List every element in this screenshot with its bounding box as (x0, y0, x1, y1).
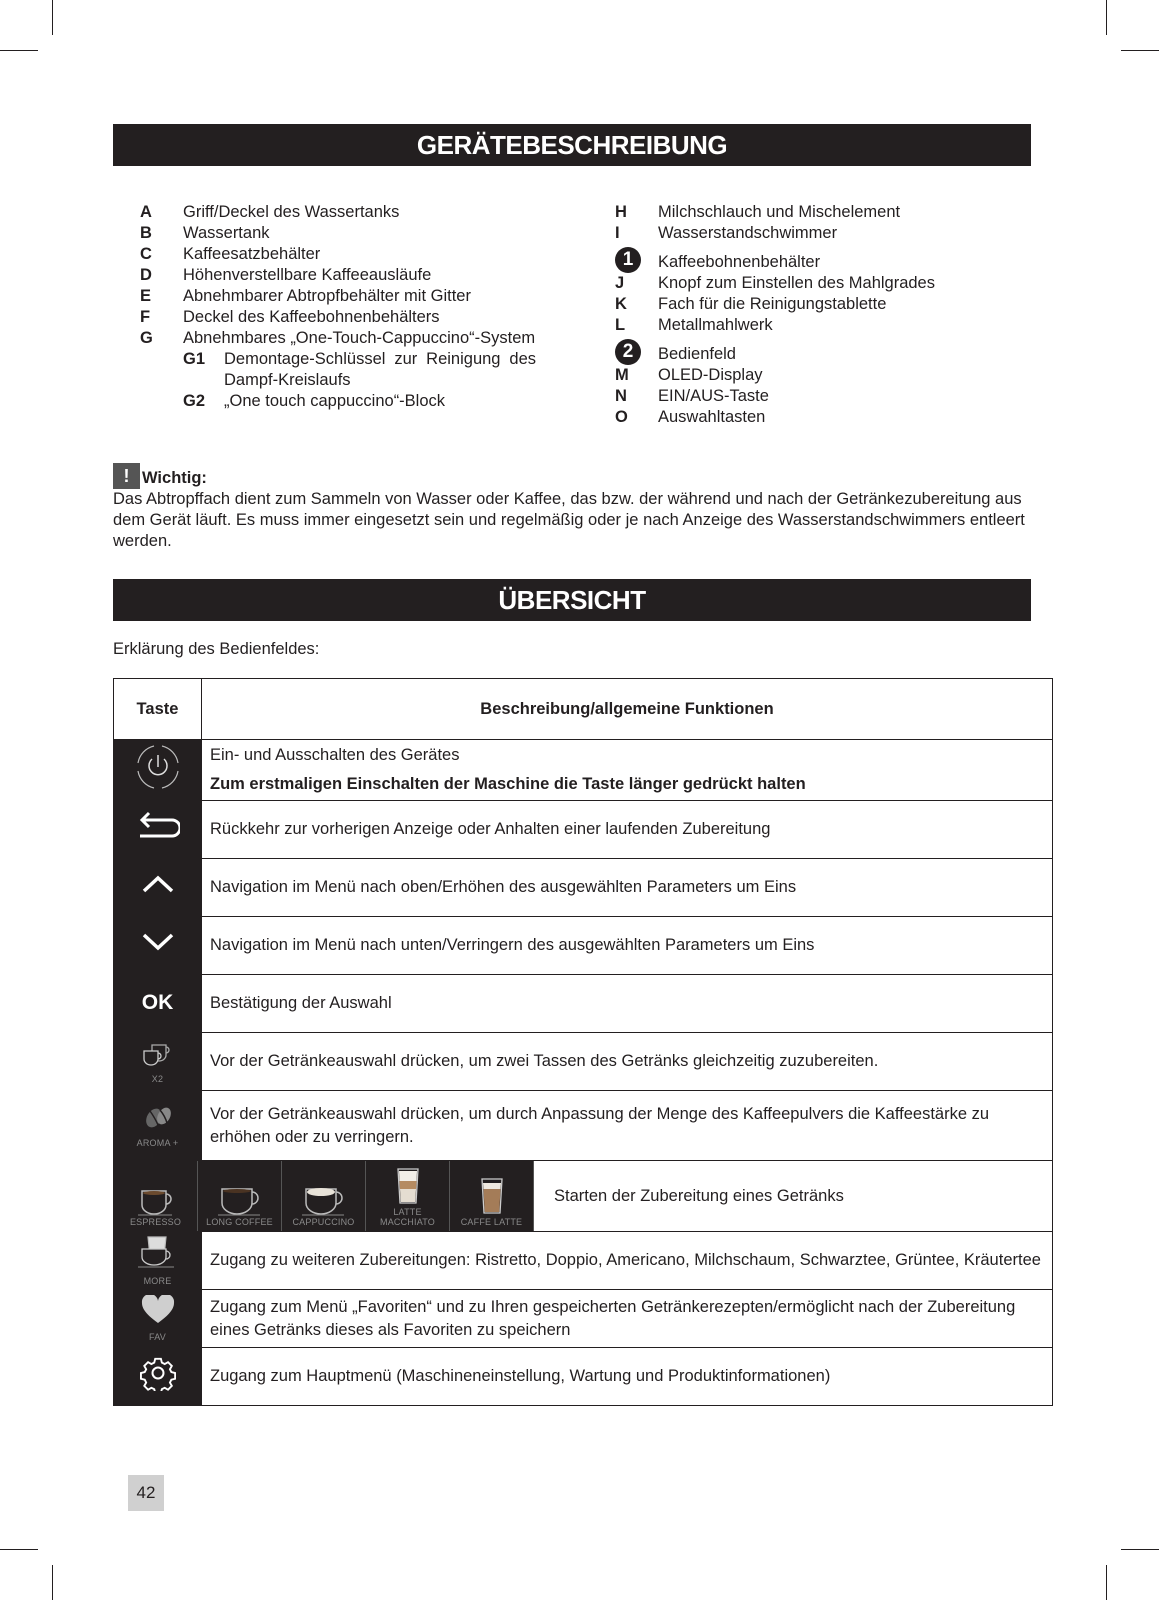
ok-key (114, 975, 202, 1033)
espresso-key (114, 1161, 198, 1231)
latte-macchiato-glass-icon (393, 1167, 423, 1207)
important-note (113, 463, 1033, 552)
coffee-beans-icon (138, 1103, 178, 1131)
legend-item: E Abnehmbarer Abtropfbehälter mit Gitter (140, 287, 471, 305)
caffe-latte-glass-icon (477, 1177, 507, 1217)
more-label: MORE (143, 1276, 172, 1286)
legend-item: H Milchschlauch und Mischelement (615, 203, 901, 221)
legend-item: K Fach für die Reinigungstablette (615, 295, 887, 313)
espresso-label: ESPRESSO (129, 1217, 182, 1227)
fav-description: Zugang zum Menü „Favoriten“ und zu Ihren gespeicherten Getränkerezepten/ermöglicht nach der Zubereitung eines Getränks dieses als Favoriten zu speichern (202, 1290, 1053, 1348)
section-title-description: GERÄTEBESCHREIBUNG (113, 124, 1031, 166)
table-row (114, 1161, 1053, 1232)
cappuccino-label: CAPPUCCINO (292, 1217, 355, 1227)
legend-item: O Auswahltasten (615, 408, 766, 426)
table-row (114, 859, 1053, 917)
x2-description: Vor der Getränkeauswahl drücken, um zwei Tassen des Getränks gleichzeitig zuzubereiten. (202, 1033, 1053, 1091)
legend-item: I Wasserstandschwimmer (615, 224, 838, 242)
power-icon (130, 741, 186, 793)
legend-group-1: 1 Kaffeebohnenbehälter (615, 247, 1015, 273)
crop-mark (0, 50, 38, 51)
table-row (114, 801, 1053, 859)
two-cups-icon (138, 1039, 178, 1067)
legend-item: G Abnehmbares „One-Touch-Cappuccino“-System (140, 329, 536, 347)
legend-item: B Wassertank (140, 224, 270, 242)
crop-mark (1121, 50, 1159, 51)
column-header-description: Beschreibung/allgemeine Funktionen (202, 679, 1053, 740)
down-description: Navigation im Menü nach unten/Verringern des ausgewählten Parameters um Eins (202, 917, 1053, 975)
more-key (114, 1232, 202, 1290)
table-row (114, 1232, 1053, 1290)
chevron-up-icon (140, 873, 176, 895)
legend-item: N EIN/AUS-Taste (615, 387, 769, 405)
crop-mark (1106, 0, 1107, 35)
legend-subitem: G1 Demontage-Schlüssel zur Reinigung des Dampf-Kreislaufs (183, 350, 536, 389)
legend-group-2: 2 Bedienfeld (615, 339, 1015, 365)
legend-subitem: G2 „One touch cappuccino“-Block (183, 392, 446, 410)
page-number: 42 (128, 1475, 164, 1511)
warning-icon: ! (113, 463, 140, 489)
settings-key (114, 1348, 202, 1406)
aroma-label: AROMA + (136, 1138, 179, 1148)
table-row (114, 917, 1053, 975)
ok-label: OK (141, 991, 174, 1014)
fav-key (114, 1290, 202, 1348)
beverage-description: Starten der Zubereitung eines Getränks (554, 1186, 844, 1205)
section-title-overview: ÜBERSICHT (113, 579, 1031, 621)
column-header-key: Taste (114, 679, 202, 740)
legend-item: C Kaffeesatzbehälter (140, 245, 321, 263)
legend-item: D Höhenverstellbare Kaffeeausläufe (140, 266, 432, 284)
power-key (114, 740, 202, 801)
crop-mark (1121, 1549, 1159, 1550)
down-key (114, 917, 202, 975)
legend-item: M OLED-Display (615, 366, 763, 384)
legend-item: J Knopf zum Einstellen des Mahlgrades (615, 274, 935, 292)
fav-label: FAV (149, 1332, 166, 1342)
legend-item: L Metallmahlwerk (615, 316, 773, 334)
caffe-latte-label: CAFFE LATTE (460, 1217, 523, 1227)
table-row (114, 1033, 1053, 1091)
table-header-row (114, 679, 1053, 740)
legend-item: A Griff/Deckel des Wassertanks (140, 203, 400, 221)
ok-description: Bestätigung der Auswahl (202, 975, 1053, 1033)
note-text: Das Abtropffach dient zum Sammeln von Wasser oder Kaffee, das bzw. der während und nach der Getränkezubereitung aus dem Gerät läuft. Es muss immer eingesetzt sein und regelmäßig oder je nach Anzeige des Wasserstandschwimmers entleert werden. (113, 490, 1025, 550)
table-row (114, 975, 1053, 1033)
latte-macchiato-key (366, 1161, 450, 1231)
table-row (114, 1290, 1053, 1348)
cappuccino-key (282, 1161, 366, 1231)
back-key (114, 801, 202, 859)
latte-macchiato-label: LATTE MACCHIATO (380, 1207, 435, 1227)
number-1-badge: 1 (615, 247, 641, 273)
table-row (114, 740, 1053, 801)
crop-mark (0, 1549, 38, 1550)
up-description: Navigation im Menü nach oben/Erhöhen des ausgewählten Parameters um Eins (202, 859, 1053, 917)
more-description: Zugang zu weiteren Zubereitungen: Ristretto, Doppio, Americano, Milchschaum, Schwarztee, Grüntee, Kräutertee (202, 1232, 1053, 1290)
chevron-down-icon (140, 931, 176, 953)
back-description: Rückkehr zur vorherigen Anzeige oder Anhalten einer laufenden Zubereitung (202, 801, 1053, 859)
aroma-key (114, 1091, 202, 1161)
power-description: Ein- und Ausschalten des Gerätes (210, 746, 460, 764)
crop-mark (52, 1565, 53, 1600)
x2-key (114, 1033, 202, 1091)
control-panel-table (113, 678, 1053, 1406)
crop-mark (1106, 1565, 1107, 1600)
note-title: Wichtig: (142, 469, 207, 487)
back-arrow-icon (136, 810, 180, 842)
more-drinks-icon (136, 1235, 180, 1269)
crop-mark (52, 0, 53, 35)
number-2-badge: 2 (615, 339, 641, 365)
long-coffee-cup-icon (216, 1183, 264, 1217)
power-note: Zum erstmaligen Einschalten der Maschine die Taste länger gedrückt halten (210, 775, 806, 793)
legend-item: F Deckel des Kaffeebohnenbehälters (140, 308, 440, 326)
espresso-cup-icon (134, 1183, 178, 1217)
x2-label: X2 (151, 1074, 164, 1084)
intro-text: Erklärung des Bedienfeldes: (113, 640, 320, 658)
long-coffee-label: LONG COFFEE (206, 1217, 273, 1227)
table-row (114, 1091, 1053, 1161)
legend-left (140, 202, 536, 412)
up-key (114, 859, 202, 917)
settings-description: Zugang zum Hauptmenü (Maschineneinstellung, Wartung und Produktinformationen) (202, 1348, 1053, 1406)
long-coffee-key (198, 1161, 282, 1231)
beverage-keys-row (114, 1161, 1052, 1231)
gear-icon (140, 1355, 176, 1391)
heart-icon (140, 1295, 176, 1325)
caffe-latte-key (450, 1161, 534, 1231)
legend-right (615, 202, 1015, 428)
cappuccino-cup-icon (300, 1183, 348, 1217)
aroma-description: Vor der Getränkeauswahl drücken, um durch Anpassung der Menge des Kaffeepulvers die Kaffeestärke zu erhöhen oder zu verringern. (202, 1091, 1053, 1161)
table-row (114, 1348, 1053, 1406)
